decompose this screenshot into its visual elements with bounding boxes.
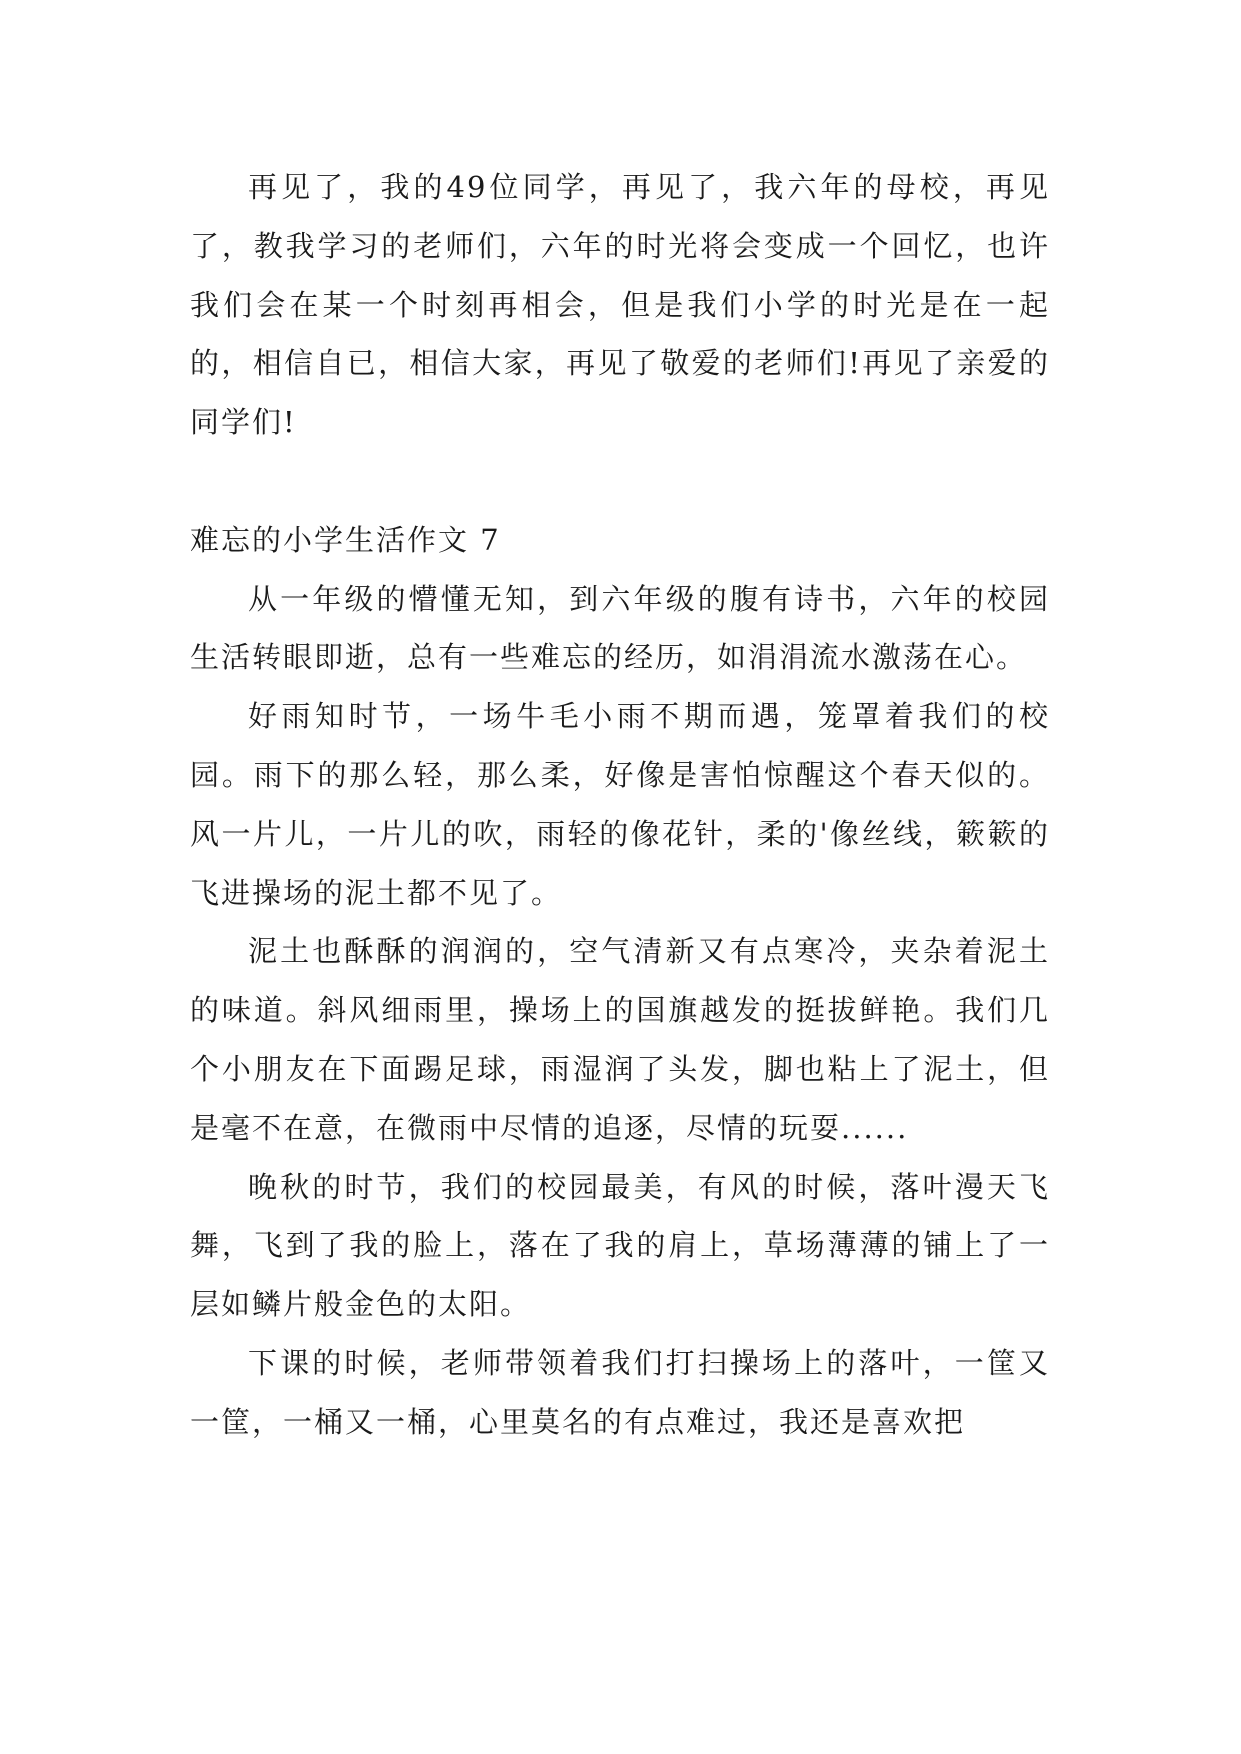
paragraph-spring-rain: 好雨知时节，一场牛毛小雨不期而遇，笼罩着我们的校园。雨下的那么轻，那么柔，好像是害怕惊醒这个春天似的。风一片儿，一片儿的吹，雨轻的像花针，柔的'像丝线，簌簌的飞进操场的泥土都不见了。 [190, 699, 1050, 910]
paragraph-cleaning: 下课的时候，老师带领着我们打扫操场上的落叶，一筐又一筐，一桶又一桶，心里莫名的有点难过，我还是喜欢把 [190, 1345, 1050, 1439]
section-spacer [190, 452, 1050, 511]
paragraph-autumn: 晚秋的时节，我们的校园最美，有风的时候，落叶漫天飞舞，飞到了我的脸上，落在了我的肩上，草场薄薄的铺上了一层如鳞片般金色的太阳。 [190, 1169, 1050, 1322]
document-body [190, 158, 1050, 1452]
paragraph-playground: 泥土也酥酥的润润的，空气清新又有点寒冷，夹杂着泥土的味道。斜风细雨里，操场上的国旗越发的挺拔鲜艳。我们几个小朋友在下面踢足球，雨湿润了头发，脚也粘上了泥土，但是毫不在意，在微雨中尽情的追逐，尽情的玩耍...... [190, 934, 1050, 1145]
paragraph-farewell: 再见了，我的49位同学，再见了，我六年的母校，再见了，教我学习的老师们，六年的时光将会变成一个回忆，也许我们会在某一个时刻再相会，但是我们小学的时光是在一起的，相信自已，相信大家，再见了敬爱的老师们!再见了亲爱的同学们! [190, 170, 1050, 440]
section-title: 难忘的小学生活作文 7 [190, 522, 501, 557]
paragraph-intro: 从一年级的懵懂无知，到六年级的腹有诗书，六年的校园生活转眼即逝，总有一些难忘的经历，如涓涓流水激荡在心。 [190, 581, 1050, 675]
